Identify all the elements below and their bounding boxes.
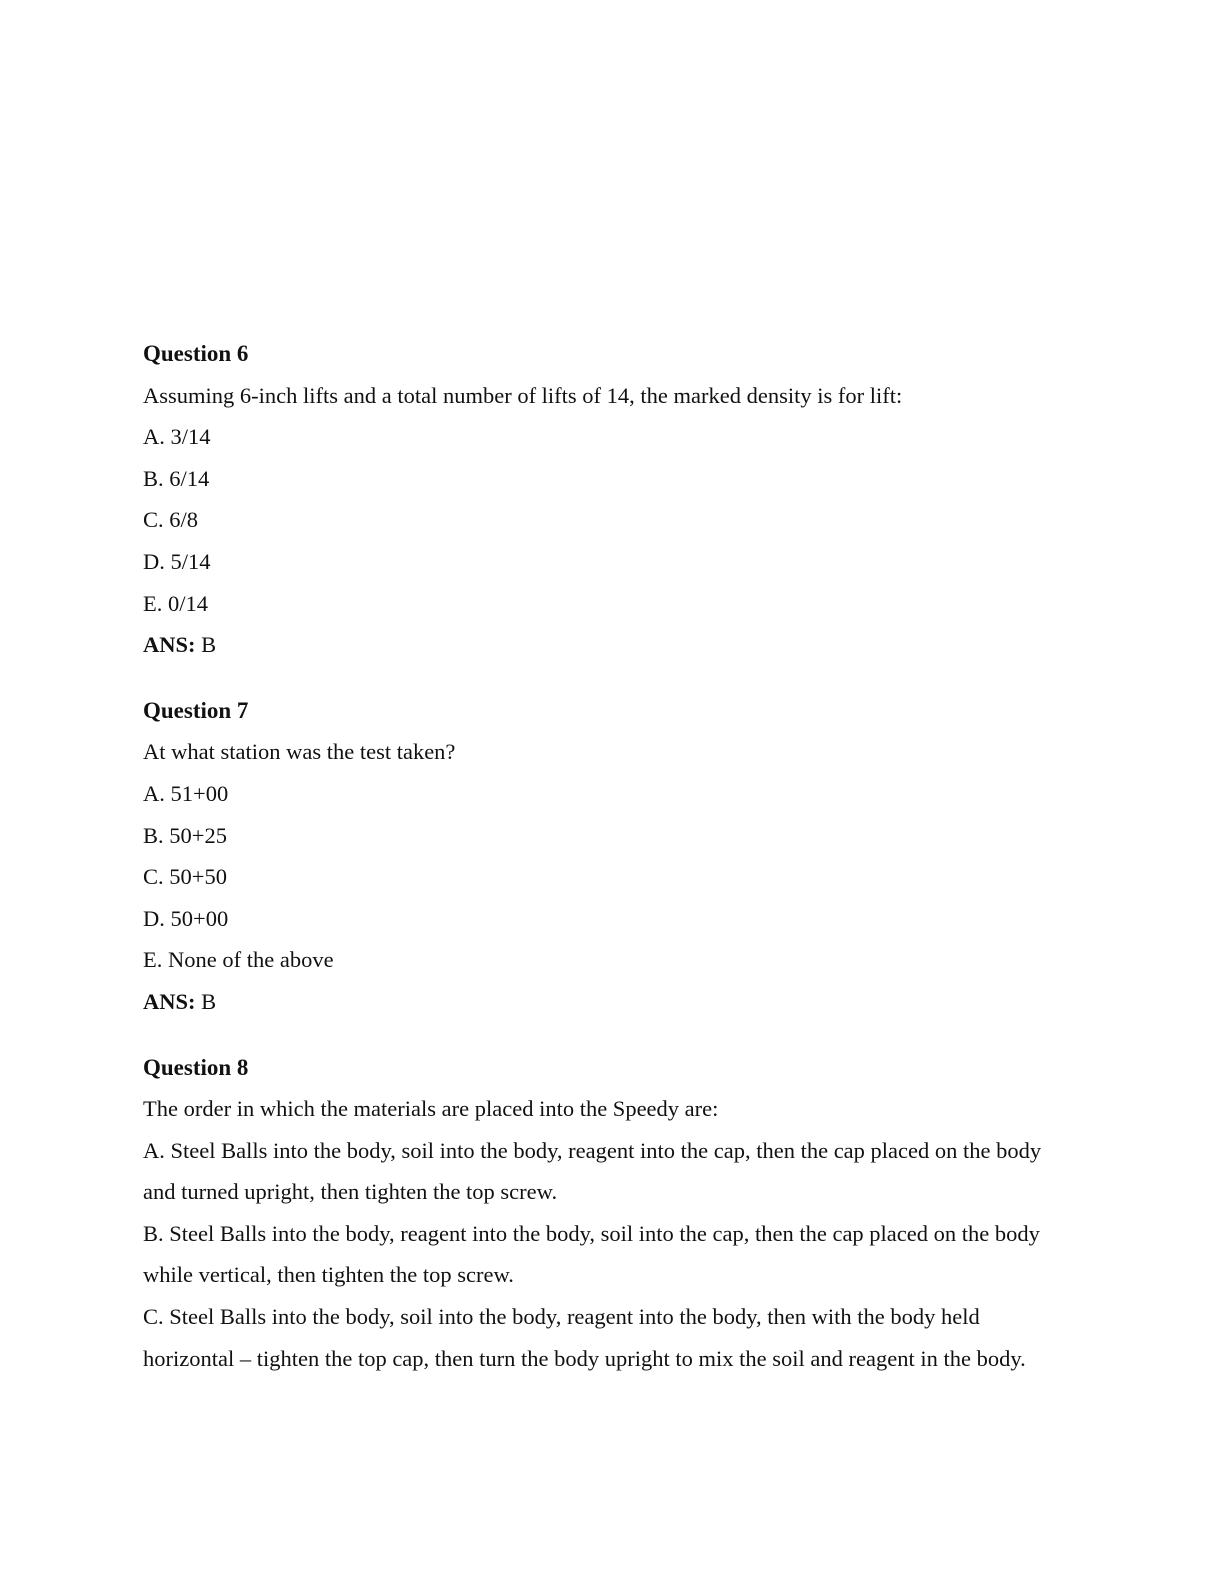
option-a: A. 51+00: [143, 780, 229, 806]
question-8: [143, 1047, 1043, 1380]
answer-line: [143, 981, 1043, 1023]
spacer: [143, 1023, 1043, 1047]
question-title: Question 7: [143, 697, 249, 723]
option-b: B. Steel Balls into the body, reagent into the body, soil into the cap, then the cap placed on the body while vertical, then tighten the top screw.: [143, 1220, 1040, 1288]
answer-label: ANS:: [143, 988, 196, 1014]
option-a: A. 3/14: [143, 424, 211, 450]
option-b: B. 6/14: [143, 465, 210, 491]
answer-value: B: [201, 988, 217, 1014]
question-prompt: Assuming 6-inch lifts and a total number of lifts of 14, the marked density is for lift:: [143, 382, 903, 408]
option-e: E. None of the above: [143, 947, 334, 973]
answer-value: B: [201, 632, 217, 658]
option-c: C. 6/8: [143, 507, 199, 533]
question-7: [143, 690, 1043, 1023]
option-d: D. 5/14: [143, 548, 211, 574]
question-prompt: The order in which the materials are placed into the Speedy are:: [143, 1096, 719, 1122]
question-title: Question 6: [143, 341, 249, 366]
question-prompt: At what station was the test taken?: [143, 739, 456, 765]
spacer: [143, 666, 1043, 690]
option-e: E. 0/14: [143, 590, 208, 616]
question-6: [143, 333, 1043, 666]
answer-line: [143, 624, 1043, 666]
document-page: [143, 333, 1043, 1379]
option-d: D. 50+00: [143, 905, 229, 931]
option-c: C. 50+50: [143, 864, 227, 890]
option-a: A. Steel Balls into the body, soil into the body, reagent into the cap, then the cap placed on the body and turned upright, then tighten the top screw.: [143, 1137, 1042, 1205]
question-title: Question 8: [143, 1054, 249, 1080]
option-c: C. Steel Balls into the body, soil into the body, reagent into the body, then with the body held horizontal – tighten the top cap, then turn the body upright to mix the soil and reagent in the body.: [143, 1304, 1026, 1371]
option-b: B. 50+25: [143, 822, 227, 848]
answer-label: ANS:: [143, 632, 196, 658]
